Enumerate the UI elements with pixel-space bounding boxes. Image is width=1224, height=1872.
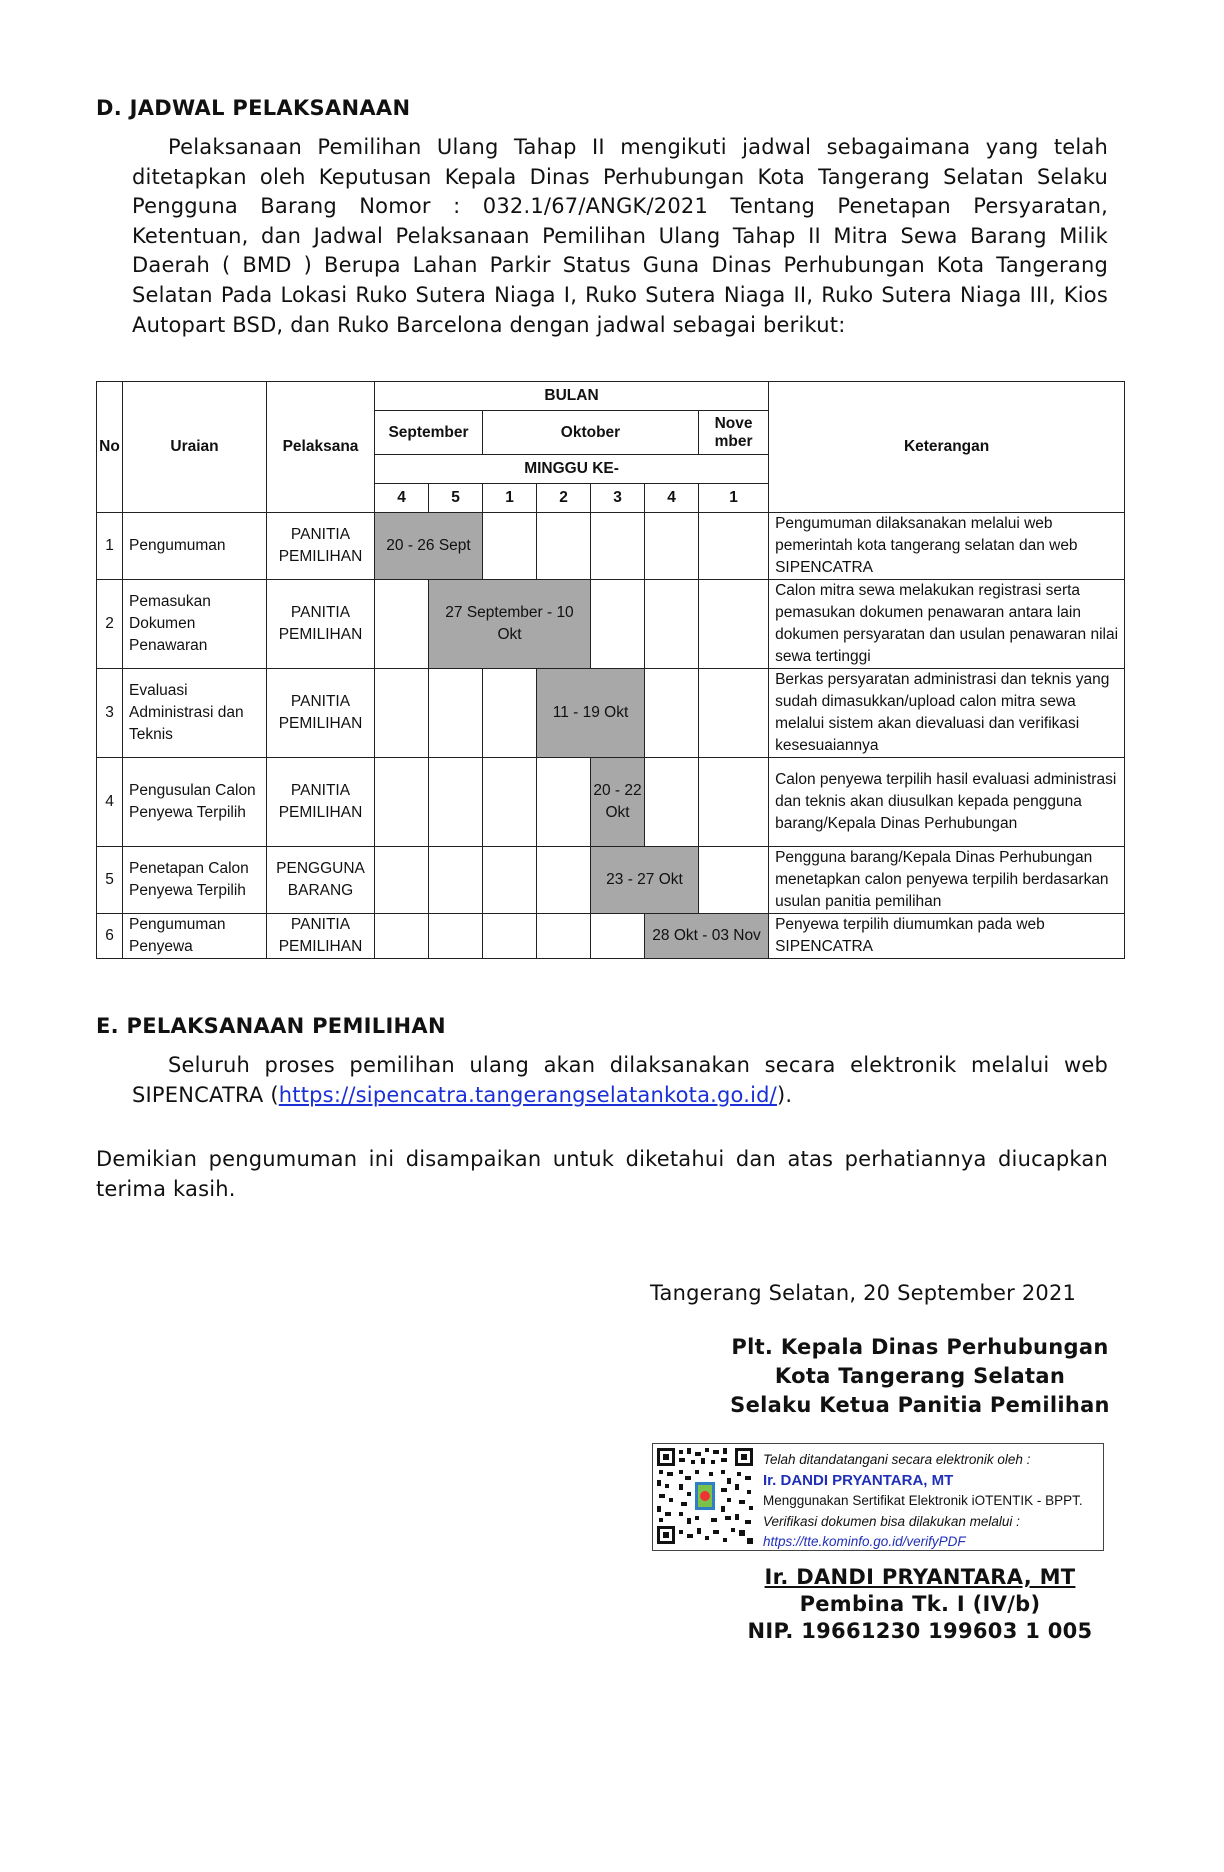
- stamp-line: Verifikasi dokumen bisa dilakukan melalui :: [763, 1513, 1020, 1529]
- header-no: No: [97, 382, 123, 513]
- row-keterangan: Pengguna barang/Kepala Dinas Perhubungan menetapkan calon penyewa terpilih berdasarkan usulan panitia pemilihan: [769, 847, 1125, 914]
- signer-nip: NIP. 19661230 199603 1 005: [747, 1619, 1093, 1643]
- header-oktober: Oktober: [483, 411, 699, 455]
- table-row: [97, 847, 1125, 914]
- week-header: 1: [699, 484, 769, 513]
- week-header: 4: [375, 484, 429, 513]
- row-period-bar: 28 Okt - 03 Nov: [645, 914, 769, 959]
- table-row: [97, 914, 1125, 959]
- signer-title-line: Selaku Ketua Panitia Pemilihan: [730, 1393, 1110, 1417]
- row-uraian: Pengumuman Penyewa: [123, 914, 267, 959]
- row-no: 6: [97, 914, 123, 959]
- sipencatra-link[interactable]: https://sipencatra.tangerangselatankota.go.id/: [278, 1082, 777, 1107]
- row-keterangan: Berkas persyaratan administrasi dan teknis yang sudah dimasukkan/upload calon mitra sewa melalui sistem akan dievaluasi dan verifikasi kesesuaiannya: [769, 669, 1125, 758]
- qr-code-icon: [655, 1446, 755, 1546]
- header-bulan: BULAN: [375, 382, 769, 411]
- section-e-paragraph: [132, 1051, 1108, 1110]
- section-d-paragraph: Pelaksanaan Pemilihan Ulang Tahap II mengikuti jadwal sebagaimana yang telah ditetapkan oleh Keputusan Kepala Dinas Perhubungan Kota Tangerang Selatan Selaku Pengguna Barang Nomor : 032.1/67/ANGK/2021 Tentang Penetapan Persyaratan, Ketentuan, dan Jadwal Pelaksanaan Pemilihan Ulang Tahap II Mitra Sewa Barang Milik Daerah ( BMD ) Berupa Lahan Parkir Status Guna Dinas Perhubungan Kota Tangerang Selatan Pada Lokasi Ruko Sutera Niaga I, Ruko Sutera Niaga II, Ruko Sutera Niaga III, Kios Autopart BSD, dan Ruko Barcelona dengan jadwal sebagai berikut:: [132, 135, 1108, 337]
- row-period-bar: 20 - 22 Okt: [591, 758, 645, 847]
- row-no: 3: [97, 669, 123, 758]
- header-september: September: [375, 411, 483, 455]
- table-row: [97, 758, 1125, 847]
- row-pelaksana: PANITIA PEMILIHAN: [267, 513, 375, 580]
- signer-rank: Pembina Tk. I (IV/b): [799, 1592, 1041, 1616]
- stamp-verify-link[interactable]: https://tte.kominfo.go.id/verifyPDF: [763, 1534, 966, 1549]
- row-uraian: Evaluasi Administrasi dan Teknis: [123, 669, 267, 758]
- stamp-signer-name: Ir. DANDI PRYANTARA, MT: [763, 1471, 954, 1489]
- week-header: 1: [483, 484, 537, 513]
- header-keterangan: Keterangan: [769, 382, 1125, 513]
- header-uraian: Uraian: [123, 382, 267, 513]
- week-header: 5: [429, 484, 483, 513]
- row-pelaksana: PENGGUNA BARANG: [267, 847, 375, 914]
- row-period-bar: 27 September - 10 Okt: [429, 580, 591, 669]
- row-no: 4: [97, 758, 123, 847]
- row-keterangan: Calon penyewa terpilih hasil evaluasi administrasi dan teknis akan diusulkan kepada pengguna barang/Kepala Dinas Perhubungan: [769, 758, 1125, 847]
- section-e-title: E. PELAKSANAAN PEMILIHAN: [96, 1014, 446, 1038]
- place-date: Tangerang Selatan, 20 September 2021: [650, 1281, 1077, 1305]
- signer-title-line: Kota Tangerang Selatan: [774, 1364, 1066, 1388]
- table-row: [97, 513, 1125, 580]
- closing-paragraph: Demikian pengumuman ini disampaikan untuk diketahui dan atas perhatiannya diucapkan terima kasih.: [96, 1147, 1108, 1201]
- table-row: [97, 580, 1125, 669]
- stamp-line: Menggunakan Sertifikat Elektronik iOTENTIK - BPPT.: [763, 1493, 1083, 1508]
- section-e-text: Seluruh proses pemilihan ulang akan dilaksanakan secara elektronik melalui web SIPENCATRA (: [132, 1053, 1108, 1107]
- signer-name: Ir. DANDI PRYANTARA, MT: [764, 1565, 1076, 1589]
- stamp-line: Telah ditandatangani secara elektronik oleh :: [763, 1452, 1031, 1467]
- header-minggu: MINGGU KE-: [375, 455, 769, 484]
- row-pelaksana: PANITIA PEMILIHAN: [267, 669, 375, 758]
- row-no: 1: [97, 513, 123, 580]
- row-uraian: Pengumuman: [123, 513, 267, 580]
- row-uraian: Penetapan Calon Penyewa Terpilih: [123, 847, 267, 914]
- electronic-signature-stamp: [652, 1443, 1104, 1551]
- section-e-text-end: ).: [776, 1082, 793, 1107]
- signer-title-line: Plt. Kepala Dinas Perhubungan: [731, 1335, 1109, 1359]
- row-pelaksana: PANITIA PEMILIHAN: [267, 758, 375, 847]
- header-pelaksana: Pelaksana: [267, 382, 375, 513]
- header-november: Nove mber: [699, 411, 769, 455]
- row-uraian: Pengusulan Calon Penyewa Terpilih: [123, 758, 267, 847]
- schedule-table: [96, 381, 1125, 959]
- row-no: 5: [97, 847, 123, 914]
- stamp-text: [763, 1450, 1083, 1553]
- week-header: 4: [645, 484, 699, 513]
- table-row: [97, 669, 1125, 758]
- row-period-bar: 20 - 26 Sept: [375, 513, 483, 580]
- row-keterangan: Calon mitra sewa melakukan registrasi serta pemasukan dokumen penawaran antara lain dokumen persyaratan dan usulan penawaran nilai sewa tertinggi: [769, 580, 1125, 669]
- row-keterangan: Pengumuman dilaksanakan melalui web pemerintah kota tangerang selatan dan web SIPENCATRA: [769, 513, 1125, 580]
- row-period-bar: 11 - 19 Okt: [537, 669, 645, 758]
- week-header: 3: [591, 484, 645, 513]
- row-keterangan: Penyewa terpilih diumumkan pada web SIPENCATRA: [769, 914, 1125, 959]
- row-no: 2: [97, 580, 123, 669]
- row-period-bar: 23 - 27 Okt: [591, 847, 699, 914]
- row-uraian: Pemasukan Dokumen Penawaran: [123, 580, 267, 669]
- row-pelaksana: PANITIA PEMILIHAN: [267, 914, 375, 959]
- section-d-title: D. JADWAL PELAKSANAAN: [96, 96, 411, 120]
- row-pelaksana: PANITIA PEMILIHAN: [267, 580, 375, 669]
- week-header: 2: [537, 484, 591, 513]
